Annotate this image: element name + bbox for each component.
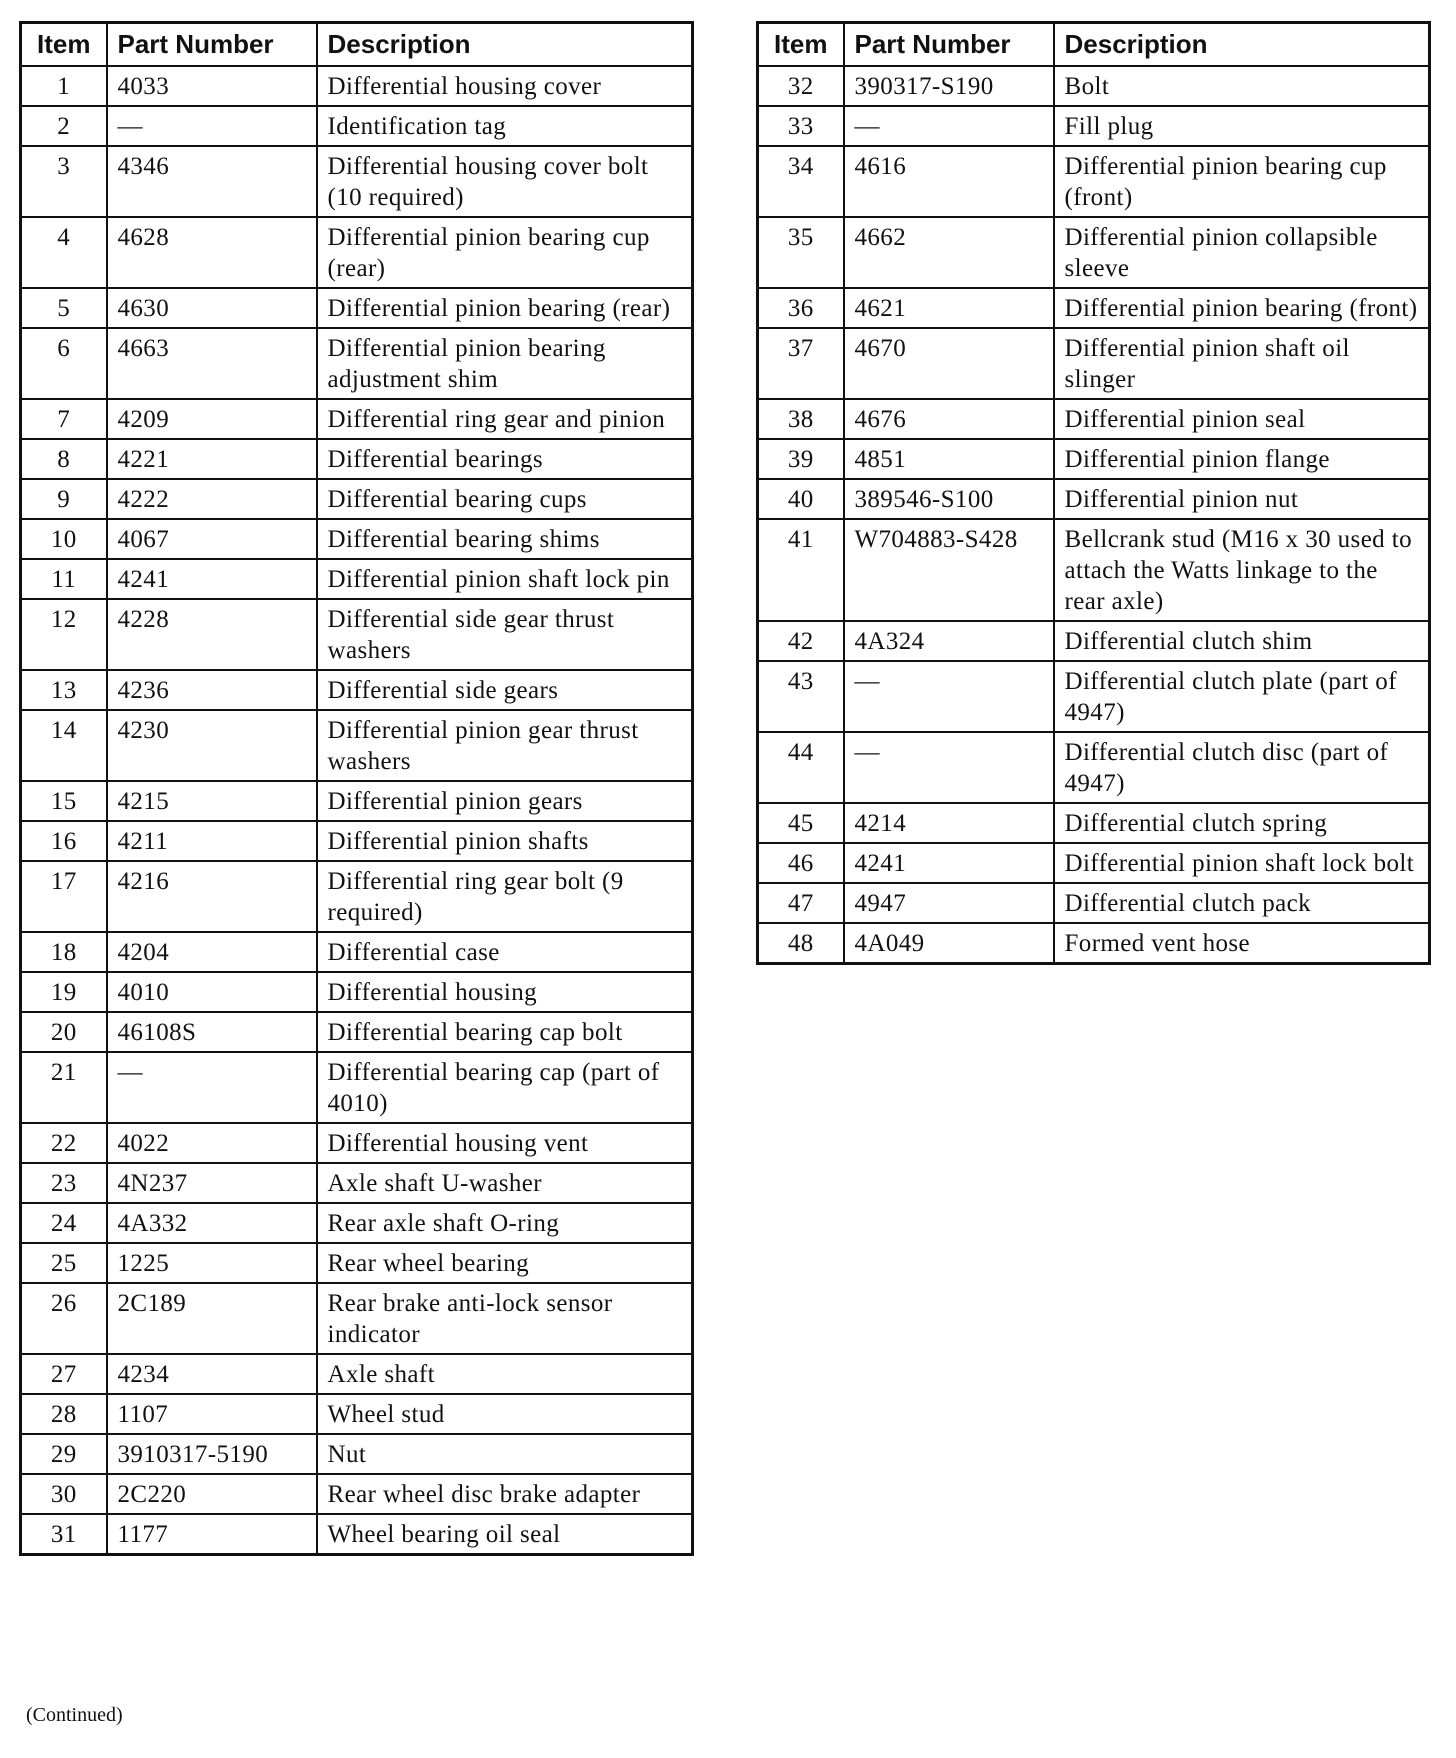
part-number-cell: 4621: [844, 288, 1054, 328]
part-number-cell: 4663: [107, 328, 317, 399]
table-row: [21, 1012, 693, 1052]
continued-note: (Continued): [26, 1704, 123, 1726]
description-cell: Differential clutch shim: [1054, 621, 1430, 661]
part-number-cell: 4067: [107, 519, 317, 559]
table-row: [758, 288, 1430, 328]
table-row: [21, 479, 693, 519]
part-number-cell: 4228: [107, 599, 317, 670]
item-cell: 42: [758, 621, 844, 661]
table-row: [758, 328, 1430, 399]
description-cell: Differential pinion flange: [1054, 439, 1430, 479]
item-cell: 37: [758, 328, 844, 399]
description-cell: Differential pinion gears: [317, 781, 693, 821]
item-cell: 38: [758, 399, 844, 439]
description-cell: Nut: [317, 1434, 693, 1474]
description-cell: Differential bearing cap bolt: [317, 1012, 693, 1052]
table-row: [21, 66, 693, 106]
table-row: [758, 661, 1430, 732]
description-cell: Rear brake anti-lock sensor indicator: [317, 1283, 693, 1354]
part-number-cell: 4616: [844, 146, 1054, 217]
item-cell: 13: [21, 670, 107, 710]
description-cell: Differential bearing shims: [317, 519, 693, 559]
table-row: [758, 146, 1430, 217]
description-cell: Differential pinion shaft oil slinger: [1054, 328, 1430, 399]
part-number-cell: 4346: [107, 146, 317, 217]
part-number-cell: 4670: [844, 328, 1054, 399]
parts-table-right-body: [758, 66, 1430, 964]
part-number-cell: 1225: [107, 1243, 317, 1283]
item-cell: 9: [21, 479, 107, 519]
table-row: [21, 1514, 693, 1555]
table-row: [21, 288, 693, 328]
table-row: [21, 1434, 693, 1474]
part-number-cell: 4628: [107, 217, 317, 288]
table-row: [758, 732, 1430, 803]
table-row: [21, 399, 693, 439]
description-cell: Differential clutch plate (part of 4947): [1054, 661, 1430, 732]
part-number-cell: 4230: [107, 710, 317, 781]
item-cell: 12: [21, 599, 107, 670]
item-cell: 14: [21, 710, 107, 781]
description-cell: Differential pinion bearing cup (rear): [317, 217, 693, 288]
table-row: [758, 843, 1430, 883]
part-number-cell: 4222: [107, 479, 317, 519]
item-cell: 16: [21, 821, 107, 861]
table-row: [21, 1243, 693, 1283]
description-cell: Differential housing: [317, 972, 693, 1012]
table-row: [21, 821, 693, 861]
item-cell: 4: [21, 217, 107, 288]
description-cell: Differential bearing cap (part of 4010): [317, 1052, 693, 1123]
part-number-cell: 4236: [107, 670, 317, 710]
item-cell: 47: [758, 883, 844, 923]
part-number-cell: 4851: [844, 439, 1054, 479]
description-cell: Differential clutch disc (part of 4947): [1054, 732, 1430, 803]
table-row: [21, 1052, 693, 1123]
table-row: [758, 106, 1430, 146]
item-cell: 5: [21, 288, 107, 328]
table-row: [21, 519, 693, 559]
item-cell: 22: [21, 1123, 107, 1163]
item-cell: 44: [758, 732, 844, 803]
table-row: [21, 217, 693, 288]
description-cell: Differential ring gear bolt (9 required): [317, 861, 693, 932]
part-number-cell: 2C189: [107, 1283, 317, 1354]
part-number-cell: 4947: [844, 883, 1054, 923]
item-cell: 7: [21, 399, 107, 439]
table-row: [21, 1123, 693, 1163]
description-cell: Differential housing cover: [317, 66, 693, 106]
description-cell: Identification tag: [317, 106, 693, 146]
description-cell: Differential pinion bearing adjustment shim: [317, 328, 693, 399]
part-number-cell: 4214: [844, 803, 1054, 843]
item-cell: 11: [21, 559, 107, 599]
table-row: [21, 710, 693, 781]
header-description: Description: [1054, 23, 1430, 67]
item-cell: 40: [758, 479, 844, 519]
table-row: [21, 1474, 693, 1514]
description-cell: Bolt: [1054, 66, 1430, 106]
description-cell: Differential pinion bearing (rear): [317, 288, 693, 328]
part-number-cell: 4A049: [844, 923, 1054, 964]
item-cell: 35: [758, 217, 844, 288]
table-row: [758, 399, 1430, 439]
part-number-cell: 4A332: [107, 1203, 317, 1243]
item-cell: 27: [21, 1354, 107, 1394]
parts-table-left: [19, 21, 694, 1556]
part-number-cell: 3910317-5190: [107, 1434, 317, 1474]
part-number-cell: —: [844, 732, 1054, 803]
table-row: [21, 439, 693, 479]
description-cell: Wheel bearing oil seal: [317, 1514, 693, 1555]
part-number-cell: 4215: [107, 781, 317, 821]
part-number-cell: 4204: [107, 932, 317, 972]
part-number-cell: 389546-S100: [844, 479, 1054, 519]
table-row: [21, 146, 693, 217]
table-row: [21, 1354, 693, 1394]
part-number-cell: 4676: [844, 399, 1054, 439]
table-row: [21, 972, 693, 1012]
item-cell: 34: [758, 146, 844, 217]
description-cell: Differential housing vent: [317, 1123, 693, 1163]
part-number-cell: —: [844, 661, 1054, 732]
header-description: Description: [317, 23, 693, 67]
description-cell: Formed vent hose: [1054, 923, 1430, 964]
part-number-cell: 1177: [107, 1514, 317, 1555]
item-cell: 46: [758, 843, 844, 883]
item-cell: 31: [21, 1514, 107, 1555]
description-cell: Differential pinion shafts: [317, 821, 693, 861]
header-item: Item: [758, 23, 844, 67]
item-cell: 24: [21, 1203, 107, 1243]
description-cell: Rear wheel bearing: [317, 1243, 693, 1283]
item-cell: 43: [758, 661, 844, 732]
table-row: [21, 559, 693, 599]
item-cell: 19: [21, 972, 107, 1012]
description-cell: Differential bearings: [317, 439, 693, 479]
part-number-cell: 4209: [107, 399, 317, 439]
part-number-cell: 4211: [107, 821, 317, 861]
description-cell: Fill plug: [1054, 106, 1430, 146]
table-row: [758, 923, 1430, 964]
item-cell: 29: [21, 1434, 107, 1474]
item-cell: 25: [21, 1243, 107, 1283]
table-row: [758, 519, 1430, 621]
item-cell: 1: [21, 66, 107, 106]
part-number-cell: 390317-S190: [844, 66, 1054, 106]
item-cell: 33: [758, 106, 844, 146]
description-cell: Rear axle shaft O-ring: [317, 1203, 693, 1243]
part-number-cell: 4241: [844, 843, 1054, 883]
item-cell: 23: [21, 1163, 107, 1203]
description-cell: Differential clutch spring: [1054, 803, 1430, 843]
part-number-cell: 4033: [107, 66, 317, 106]
description-cell: Differential pinion seal: [1054, 399, 1430, 439]
item-cell: 15: [21, 781, 107, 821]
part-number-cell: 4A324: [844, 621, 1054, 661]
table-row: [21, 1203, 693, 1243]
item-cell: 20: [21, 1012, 107, 1052]
table-row: [21, 599, 693, 670]
description-cell: Differential side gear thrust washers: [317, 599, 693, 670]
description-cell: Differential ring gear and pinion: [317, 399, 693, 439]
part-number-cell: 4221: [107, 439, 317, 479]
table-row: [758, 217, 1430, 288]
item-cell: 36: [758, 288, 844, 328]
item-cell: 8: [21, 439, 107, 479]
table-row: [21, 861, 693, 932]
part-number-cell: 4630: [107, 288, 317, 328]
table-row: [758, 883, 1430, 923]
table-row: [21, 1283, 693, 1354]
header-item: Item: [21, 23, 107, 67]
item-cell: 6: [21, 328, 107, 399]
table-row: [21, 1394, 693, 1434]
part-number-cell: —: [107, 1052, 317, 1123]
table-row: [758, 803, 1430, 843]
description-cell: Axle shaft: [317, 1354, 693, 1394]
item-cell: 26: [21, 1283, 107, 1354]
item-cell: 32: [758, 66, 844, 106]
header-row: [21, 23, 693, 67]
table-row: [758, 66, 1430, 106]
description-cell: Differential pinion gear thrust washers: [317, 710, 693, 781]
description-cell: Differential clutch pack: [1054, 883, 1430, 923]
description-cell: Differential pinion shaft lock bolt: [1054, 843, 1430, 883]
description-cell: Differential side gears: [317, 670, 693, 710]
part-number-cell: 2C220: [107, 1474, 317, 1514]
part-number-cell: 46108S: [107, 1012, 317, 1052]
description-cell: Wheel stud: [317, 1394, 693, 1434]
header-part-number: Part Number: [844, 23, 1054, 67]
description-cell: Bellcrank stud (M16 x 30 used to attach the Watts linkage to the rear axle): [1054, 519, 1430, 621]
table-row: [758, 621, 1430, 661]
table-row: [758, 479, 1430, 519]
part-number-cell: 4010: [107, 972, 317, 1012]
part-number-cell: W704883-S428: [844, 519, 1054, 621]
description-cell: Differential pinion bearing (front): [1054, 288, 1430, 328]
parts-table-right: [756, 21, 1431, 965]
description-cell: Differential case: [317, 932, 693, 972]
part-number-cell: 1107: [107, 1394, 317, 1434]
item-cell: 30: [21, 1474, 107, 1514]
table-row: [758, 439, 1430, 479]
item-cell: 21: [21, 1052, 107, 1123]
description-cell: Differential bearing cups: [317, 479, 693, 519]
table-row: [21, 1163, 693, 1203]
item-cell: 48: [758, 923, 844, 964]
part-number-cell: —: [107, 106, 317, 146]
table-row: [21, 106, 693, 146]
item-cell: 10: [21, 519, 107, 559]
item-cell: 2: [21, 106, 107, 146]
part-number-cell: 4216: [107, 861, 317, 932]
description-cell: Axle shaft U-washer: [317, 1163, 693, 1203]
item-cell: 45: [758, 803, 844, 843]
header-row: [758, 23, 1430, 67]
description-cell: Differential housing cover bolt (10 required): [317, 146, 693, 217]
part-number-cell: —: [844, 106, 1054, 146]
table-row: [21, 932, 693, 972]
item-cell: 41: [758, 519, 844, 621]
description-cell: Differential pinion bearing cup (front): [1054, 146, 1430, 217]
item-cell: 18: [21, 932, 107, 972]
part-number-cell: 4N237: [107, 1163, 317, 1203]
item-cell: 17: [21, 861, 107, 932]
table-row: [21, 328, 693, 399]
part-number-cell: 4022: [107, 1123, 317, 1163]
header-part-number: Part Number: [107, 23, 317, 67]
part-number-cell: 4241: [107, 559, 317, 599]
description-cell: Differential pinion collapsible sleeve: [1054, 217, 1430, 288]
item-cell: 3: [21, 146, 107, 217]
description-cell: Differential pinion nut: [1054, 479, 1430, 519]
description-cell: Rear wheel disc brake adapter: [317, 1474, 693, 1514]
description-cell: Differential pinion shaft lock pin: [317, 559, 693, 599]
item-cell: 28: [21, 1394, 107, 1434]
parts-table-left-body: [21, 66, 693, 1555]
table-row: [21, 781, 693, 821]
part-number-cell: 4234: [107, 1354, 317, 1394]
item-cell: 39: [758, 439, 844, 479]
part-number-cell: 4662: [844, 217, 1054, 288]
table-row: [21, 670, 693, 710]
